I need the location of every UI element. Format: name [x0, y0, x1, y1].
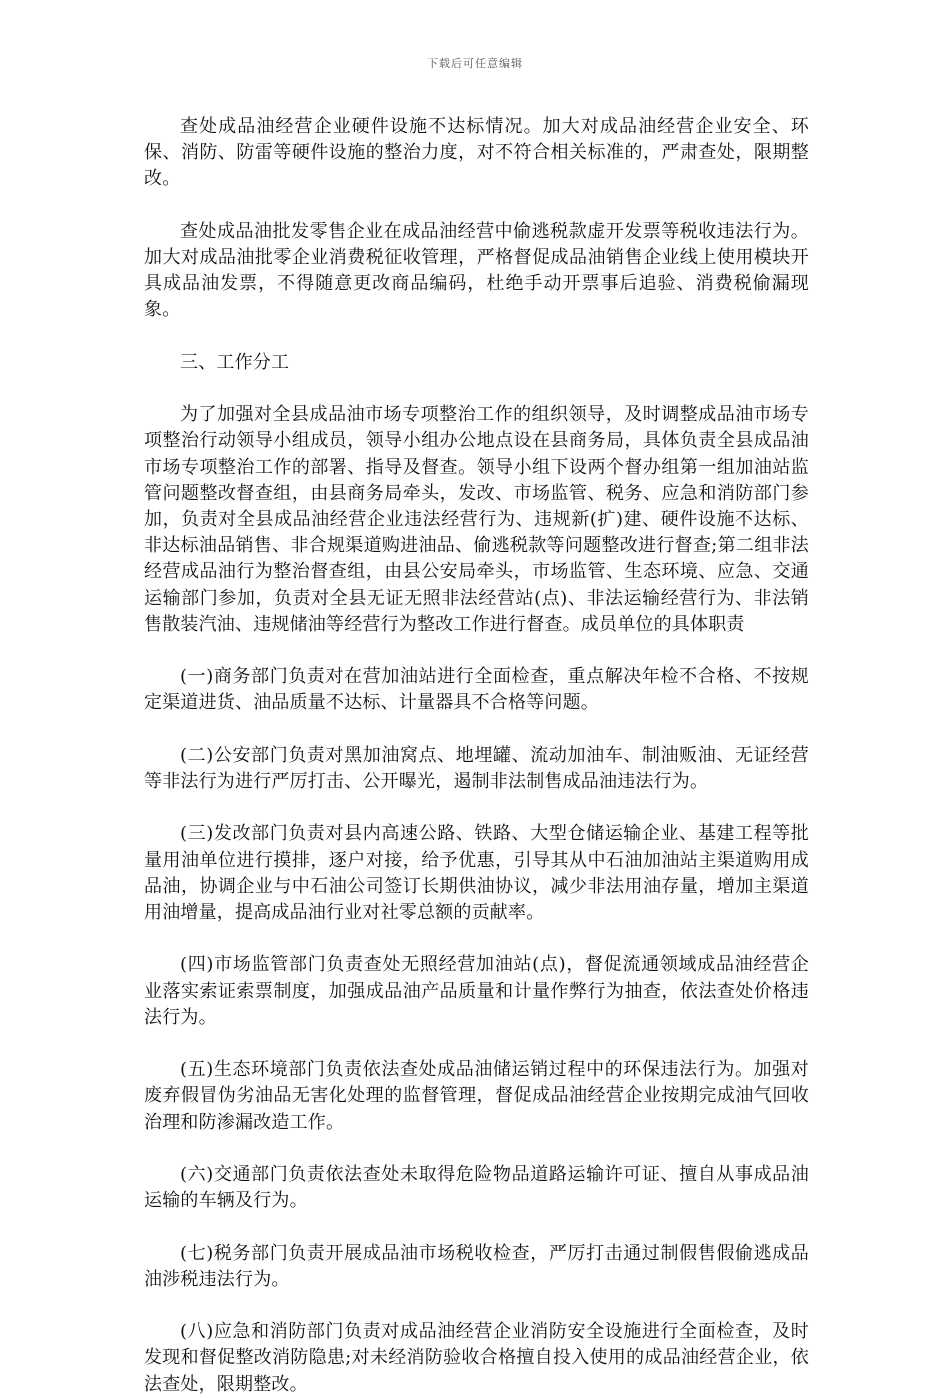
- duty-item-transport: (六)交通部门负责依法查处未取得危险物品道路运输许可证、擅自从事成品油运输的车辆及行为。: [144, 1163, 809, 1212]
- duty-item-ecology-environment: (五)生态环境部门负责依法查处成品油储运销过程中的环保违法行为。加强对废弃假冒伪劣油品无害化处理的监督管理，督促成品油经营企业按期完成油气回收治理和防渗漏改造工作。: [144, 1059, 809, 1133]
- page-header: 下载后可任意编辑: [427, 57, 523, 70]
- paragraph-tax-violations: 查处成品油批发零售企业在成品油经营中偷逃税款虚开发票等税收违法行为。加大对成品油批零企业消费税征收管理，严格督促成品油销售企业线上使用模块开具成品油发票，不得随意更改商品编码，杜绝手动开票事后追验、消费税偷漏现象。: [144, 220, 809, 321]
- paragraph-leadership-group: 为了加强对全县成品油市场专项整治工作的组织领导，及时调整成品油市场专项整治行动领导小组成员，领导小组办公地点设在县商务局，具体负责全县成品油市场专项整治工作的部署、指导及督查。领导小组下设两个督办组第一组加油站监管问题整改督查组，由县商务局牵头，发改、市场监管、税务、应急和消防部门参加，负责对全县成品油经营企业违法经营行为、违规新(扩)建、硬件设施不达标、非达标油品销售、非合规渠道购进油品、偷逃税款等问题整改进行督查;第二组非法经营成品油行为整治督查组，由县公安局牵头，市场监管、生态环境、应急、交通运输部门参加，负责对全县无证无照非法经营站(点)、非法运输经营行为、非法销售散装汽油、违规储油等经营行为整改工作进行督查。成员单位的具体职责: [144, 404, 809, 635]
- duty-item-market-supervision: (四)市场监管部门负责查处无照经营加油站(点)，督促流通领域成品油经营企业落实索证索票制度，加强成品油产品质量和计量作弊行为抽查，依法查处价格违法行为。: [144, 954, 809, 1028]
- duty-item-taxation: (七)税务部门负责开展成品油市场税收检查，严厉打击通过制假售假偷逃成品油涉税违法行为。: [144, 1242, 809, 1290]
- paragraph-hardware-facilities: 查处成品油经营企业硬件设施不达标情况。加大对成品油经营企业安全、环保、消防、防雷等硬件设施的整治力度，对不符合相关标准的，严肃查处，限期整改。: [144, 116, 809, 190]
- duty-item-commerce: (一)商务部门负责对在营加油站进行全面检查，重点解决年检不合格、不按规定渠道进货、油品质量不达标、计量器具不合格等问题。: [144, 666, 809, 714]
- document-body: [144, 114, 809, 1398]
- section-heading-division-of-work: 三、工作分工: [180, 351, 290, 373]
- duty-item-development-reform: (三)发改部门负责对县内高速公路、铁路、大型仓储运输企业、基建工程等批量用油单位进行摸排，逐户对接，给予优惠，引导其从中石油加油站主渠道购用成品油，协调企业与中石油公司签订长期供油协议，减少非法用油存量，增加主渠道用油增量，提高成品油行业对社零总额的贡献率。: [144, 823, 809, 923]
- duty-item-public-security: (二)公安部门负责对黑加油窝点、地埋罐、流动加油车、制油贩油、无证经营等非法行为进行严厉打击、公开曝光，遏制非法制售成品油违法行为。: [144, 744, 809, 792]
- duty-item-emergency-fire: (八)应急和消防部门负责对成品油经营企业消防安全设施进行全面检查，及时发现和督促整改消防隐患;对未经消防验收合格擅自投入使用的成品油经营企业，依法查处，限期整改。: [144, 1321, 809, 1395]
